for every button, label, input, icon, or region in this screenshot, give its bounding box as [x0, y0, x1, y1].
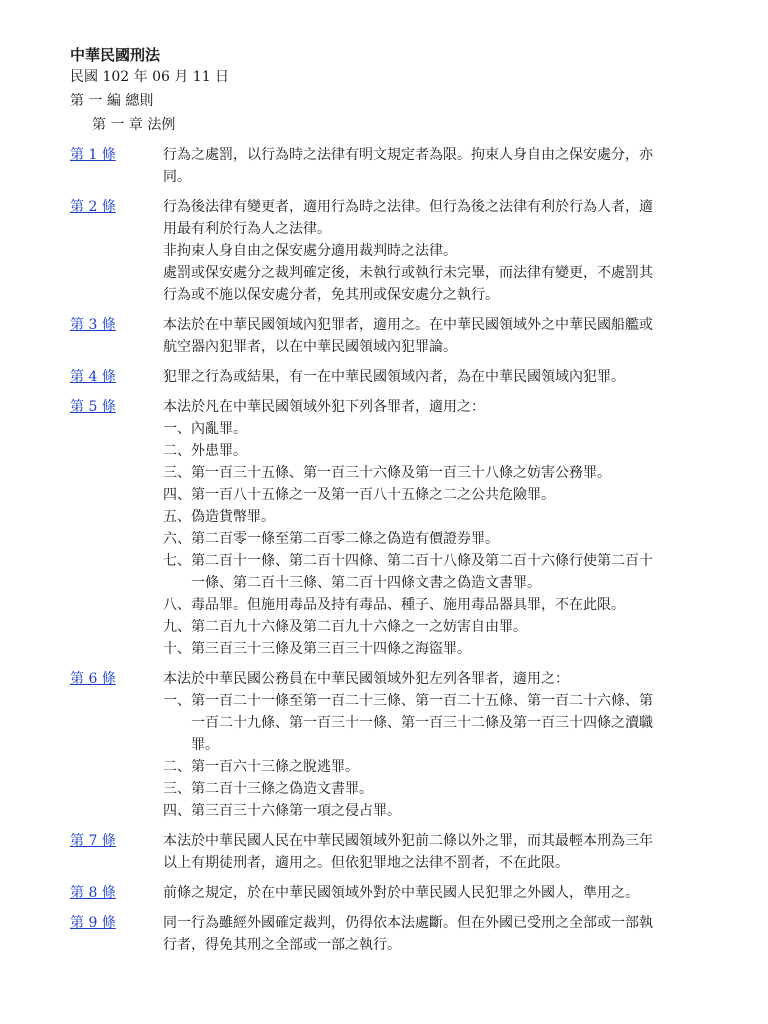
article-number-link[interactable]: 第 1 條 — [70, 147, 116, 163]
article-row — [70, 396, 670, 660]
law-title: 中華民國刑法 — [70, 46, 161, 64]
article-list-item: 九、第二百九十六條及第二百九十六條之一之妨害自由罪。 — [163, 619, 527, 635]
article-paragraph: 前條之規定，於在中華民國領域外對於中華民國人民犯罪之外國人，準用之。 — [163, 885, 639, 901]
article-row — [70, 366, 670, 388]
article-list-item: 三、第二百十三條之偽造文書罪。 — [163, 781, 373, 797]
article-list-item: 二、第一百六十三條之脫逃罪。 — [163, 759, 359, 775]
article-paragraph: 犯罪之行為或結果，有一在中華民國領域內者，為在中華民國領域內犯罪。 — [163, 369, 625, 385]
article-list-item: 一、內亂罪。 — [163, 421, 247, 437]
article-paragraph: 本法於在中華民國領域內犯罪者，適用之。在中華民國領域外之中華民國船艦或航空器內犯罪者，以在中華民國領域內犯罪論。 — [163, 317, 653, 355]
article-row — [70, 144, 670, 188]
article-number-link[interactable]: 第 2 條 — [70, 199, 116, 215]
article-paragraph: 非拘束人身自由之保安處分適用裁判時之法律。 — [163, 243, 457, 259]
article-row — [70, 912, 670, 956]
article-paragraph: 本法於凡在中華民國領域外犯下列各罪者，適用之： — [163, 399, 485, 415]
article-list-item: 四、第一百八十五條之一及第一百八十五條之二之公共危險罪。 — [163, 487, 555, 503]
article-paragraph: 本法於中華民國公務員在中華民國領域外犯左列各罪者，適用之： — [163, 671, 569, 687]
article-text — [163, 396, 663, 660]
article-text — [163, 314, 663, 358]
article-number-link[interactable]: 第 8 條 — [70, 885, 116, 901]
chapter-heading: 第 一 章 法例 — [92, 117, 176, 133]
article-list — [70, 144, 670, 956]
article-list-item: 八、毒品罪。但施用毒品及持有毒品、種子、施用毒品器具罪，不在此限。 — [163, 597, 625, 613]
article-list-item: 五、偽造貨幣罪。 — [163, 509, 275, 525]
article-list-item: 一、第一百二十一條至第一百二十三條、第一百二十五條、第一百二十六條、第一百二十九條、第一百三十一條、第一百三十二條及第一百三十四條之瀆職罪。 — [163, 693, 653, 753]
article-number-link[interactable]: 第 9 條 — [70, 915, 116, 931]
article-number-link[interactable]: 第 5 條 — [70, 399, 116, 415]
article-list-item: 六、第二百零一條至第二百零二條之偽造有價證券罪。 — [163, 531, 499, 547]
article-row — [70, 882, 670, 904]
article-number-link[interactable]: 第 6 條 — [70, 671, 116, 687]
article-row — [70, 314, 670, 358]
article-paragraph: 本法於中華民國人民在中華民國領域外犯前二條以外之罪，而其最輕本刑為三年以上有期徒刑者，適用之。但依犯罪地之法律不罰者，不在此限。 — [163, 833, 653, 871]
part-heading: 第 一 編 總則 — [70, 93, 154, 109]
article-row — [70, 196, 670, 306]
article-text — [163, 882, 663, 904]
article-paragraph: 同一行為雖經外國確定裁判，仍得依本法處斷。但在外國已受刑之全部或一部執行者，得免其刑之全部或一部之執行。 — [163, 915, 653, 953]
article-list-item: 七、第二百十一條、第二百十四條、第二百十八條及第二百十六條行使第二百十一條、第二百十三條、第二百十四條文書之偽造文書罪。 — [163, 553, 653, 591]
article-text — [163, 144, 663, 188]
article-list-item: 三、第一百三十五條、第一百三十六條及第一百三十八條之妨害公務罪。 — [163, 465, 611, 481]
article-number-link[interactable]: 第 4 條 — [70, 369, 116, 385]
article-paragraph: 處罰或保安處分之裁判確定後，未執行或執行未完畢，而法律有變更，不處罰其行為或不施以保安處分者，免其刑或保安處分之執行。 — [163, 265, 653, 303]
law-date: 民國 102 年 06 月 11 日 — [70, 69, 230, 85]
article-paragraph: 行為後法律有變更者，適用行為時之法律。但行為後之法律有利於行為人者，適用最有利於行為人之法律。 — [163, 199, 653, 237]
law-document — [70, 44, 670, 956]
article-text — [163, 366, 663, 388]
article-number-link[interactable]: 第 7 條 — [70, 833, 116, 849]
article-list-item: 四、第三百三十六條第一項之侵占罪。 — [163, 803, 401, 819]
article-row — [70, 668, 670, 822]
article-number-link[interactable]: 第 3 條 — [70, 317, 116, 333]
article-list-item: 十、第三百三十三條及第三百三十四條之海盜罪。 — [163, 641, 471, 657]
article-text — [163, 830, 663, 874]
article-row — [70, 830, 670, 874]
article-text — [163, 912, 663, 956]
article-text — [163, 196, 663, 306]
article-paragraph: 行為之處罰，以行為時之法律有明文規定者為限。拘束人身自由之保安處分，亦同。 — [163, 147, 653, 185]
article-text — [163, 668, 663, 822]
article-list-item: 二、外患罪。 — [163, 443, 247, 459]
